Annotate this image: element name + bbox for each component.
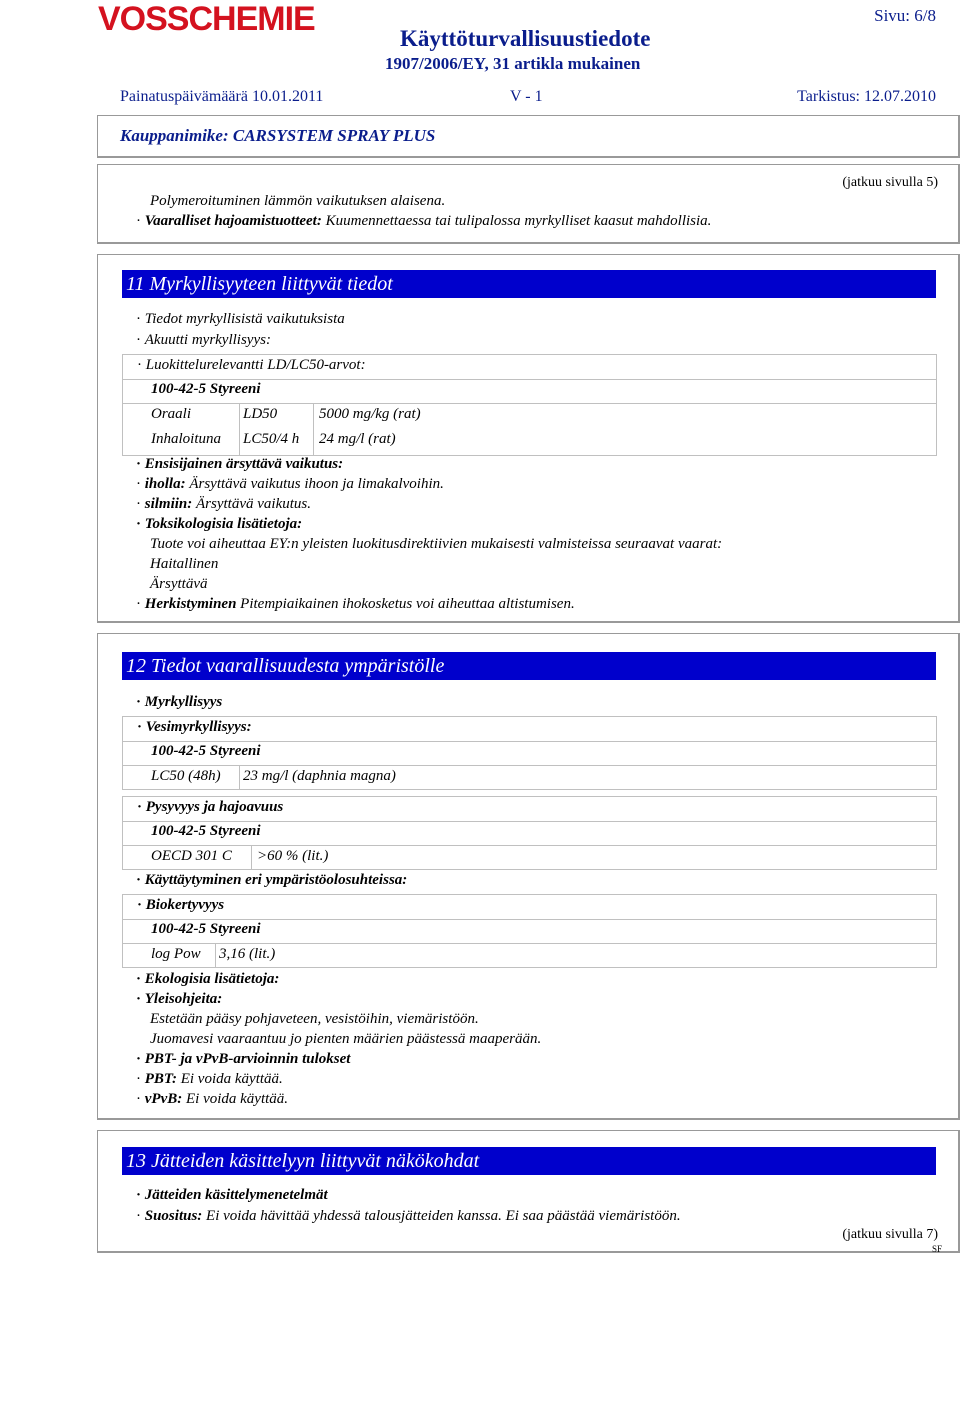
continued-from: (jatkuu sivulla 5) [842,175,938,190]
hazard-irritant: Ärsyttävä [150,576,208,592]
inhalation-type: LC50/4 h [243,431,300,447]
document-title: Käyttöturvallisuustiedote [400,26,651,51]
persistence-value: >60 % (lit.) [257,848,329,864]
inhalation-value: 24 mg/l (rat) [319,431,396,447]
print-date: Painatuspäivämäärä 10.01.2011 [120,88,324,105]
aquatic-value: 23 mg/l (daphnia magna) [243,768,396,784]
oral-type: LD50 [243,406,278,422]
bioaccumulation-label: · Biokertyvyys [137,897,225,913]
ld-lc50-table [122,354,937,456]
pbt-result: · PBT: Ei voida käyttää. [136,1071,283,1087]
page-number: Sivu: 6/8 [874,6,936,25]
revision-date: Tarkistus: 12.07.2010 [797,88,936,105]
persistence-substance: 100-42-5 Styreeni [151,823,261,839]
oral-route: Oraali [151,406,192,422]
general-note-2: Juomavesi vaaraantuu jo pienten määrien päästessä maaperään. [150,1031,542,1047]
toxicological-info: · Toksikologisia lisätietoja: [136,516,303,532]
bioaccumulation-substance: 100-42-5 Styreeni [151,921,261,937]
hazardous-decomposition: · Vaaralliset hajoamistuotteet: Kuumennettaessa tai tulipalossa myrkylliset kaasut mahdollisia. [136,213,712,229]
polymerization-text: Polymeroituminen lämmön vaikutuksen alaisena. [150,193,446,209]
bioaccumulation-table [122,894,937,968]
pbt-heading: · PBT- ja vPvB-arvioinnin tulokset [136,1051,351,1067]
vpvb-result: · vPvB: Ei voida käyttää. [136,1091,289,1107]
environmental-behaviour: · Käyttäytyminen eri ympäristöolosuhteissa: [136,872,408,888]
trade-name-box [97,115,960,158]
section-11 [97,254,960,623]
document-subtitle: 1907/2006/EY, 31 artikla mukainen [385,54,641,73]
general-notes: · Yleisohjeita: [136,991,223,1007]
section-13 [97,1130,960,1253]
disposal-methods: · Jätteiden käsittelymenetelmät [136,1187,328,1203]
continued-section-box [97,164,960,244]
toxicity-heading: · Myrkyllisyys [136,694,223,710]
trade-name: Kauppanimike: CARSYSTEM SPRAY PLUS [120,126,436,145]
skin-effect: · iholla: Ärsyttävä vaikutus ihoon ja limakalvoihin. [136,476,444,492]
bioaccumulation-metric: log Pow [151,946,201,962]
persistence-table [122,796,937,870]
aquatic-substance: 100-42-5 Styreeni [151,743,261,759]
toxicological-text: Tuote voi aiheuttaa EY:n yleisten luokitusdirektiivien mukaisesti valmisteissa seuraavat vaarat: [150,536,723,552]
bioaccumulation-value: 3,16 (lit.) [219,946,276,962]
acute-toxicity: · Akuutti myrkyllisyys: [136,332,271,348]
disposal-recommendation: · Suositus: Ei voida hävittää yhdessä talousjätteiden kanssa. Ei saa päästää viemäristöön. [136,1208,681,1224]
section-11-title: 11 Myrkyllisyyteen liittyvät tiedot [122,270,936,298]
substance-name: 100-42-5 Styreeni [151,381,261,397]
aquatic-metric: LC50 (48h) [151,768,221,784]
version: V - 1 [510,88,543,105]
hazard-harmful: Haitallinen [150,556,219,572]
inhalation-route: Inhaloituna [151,431,221,447]
continued-to: (jatkuu sivulla 7) [842,1227,938,1242]
primary-irritant-effect: · Ensisijainen ärsyttävä vaikutus: [136,456,344,472]
section-12-title: 12 Tiedot vaarallisuudesta ympäristölle [122,652,936,680]
ld-lc50-label: · Luokittelurelevantti LD/LC50-arvot: [137,357,366,373]
eye-effect: · silmiin: Ärsyttävä vaikutus. [136,496,311,512]
persistence-method: OECD 301 C [151,848,232,864]
oral-value: 5000 mg/kg (rat) [319,406,421,422]
sensitization: · Herkistyminen Pitempiaikainen ihokosketus voi aiheuttaa altistumisen. [136,596,575,612]
company-logo: VOSSCHEMIE [98,0,315,38]
language-code: SF [931,1244,942,1254]
toxic-effects-info: · Tiedot myrkyllisistä vaikutuksista [136,311,345,327]
persistence-label: · Pysyvyys ja hajoavuus [137,799,284,815]
aquatic-toxicity-label: · Vesimyrkyllisyys: [137,719,252,735]
aquatic-toxicity-table [122,716,937,790]
ecological-info: · Ekologisia lisätietoja: [136,971,280,987]
general-note-1: Estetään pääsy pohjaveteen, vesistöihin, viemäristöön. [150,1011,479,1027]
section-12 [97,633,960,1120]
section-13-title: 13 Jätteiden käsittelyyn liittyvät näkökohdat [122,1147,936,1175]
